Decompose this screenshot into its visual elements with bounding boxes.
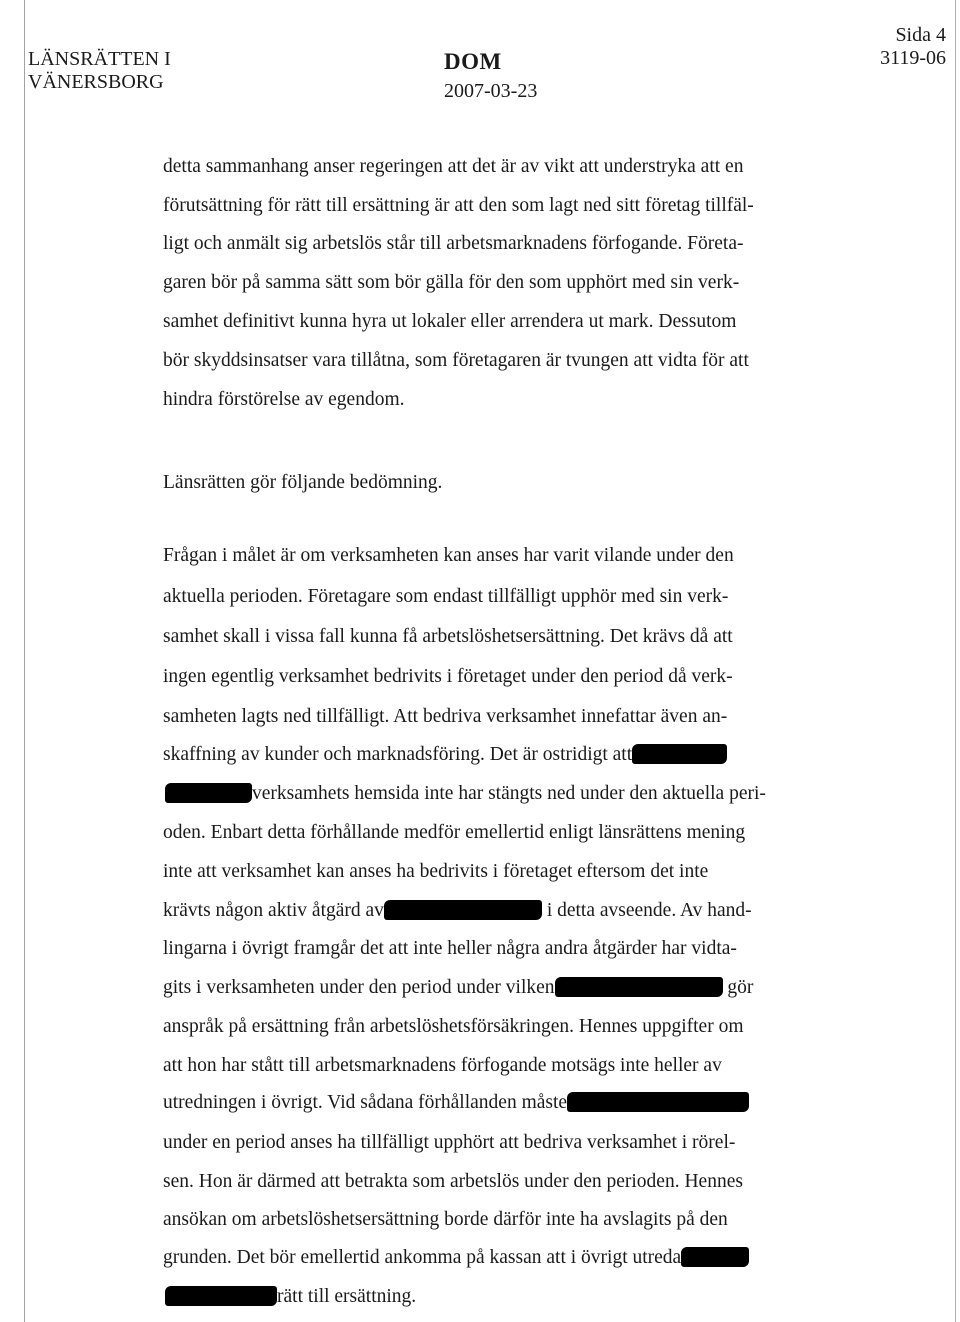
redaction-bar [681, 1247, 749, 1267]
body-line: bör skyddsinsatser vara tillåtna, som företagaren är tvungen att vidta för att [163, 350, 749, 371]
body-line-text: i detta avseende. Av hand- [541, 900, 752, 921]
body-line-text: krävts någon aktiv åtgärd av [163, 900, 384, 921]
document-type: DOM [444, 49, 502, 74]
body-line-text: utredningen i övrigt. Vid sådana förhållanden måste [163, 1092, 568, 1113]
body-line-text: grunden. Det bör emellertid ankomma på kassan att i övrigt utreda [163, 1247, 682, 1268]
page-left-edge [24, 0, 25, 1322]
assessment-heading: Länsrätten gör följande bedömning. [163, 472, 443, 493]
body-line: under en period anses ha tillfälligt upphört att bedriva verksamhet i rörel- [163, 1132, 736, 1153]
body-line: ligt och anmält sig arbetslös står till arbetsmarknadens förfogande. Företa- [163, 233, 744, 254]
body-line-text: verksamhets hemsida inte har stängts ned under den aktuella peri- [252, 783, 766, 804]
court-name-line-2: VÄNERSBORG [28, 71, 164, 93]
redaction-bar [632, 744, 727, 764]
body-line: samheten lagts ned tillfälligt. Att bedriva verksamhet innefattar även an- [163, 706, 728, 727]
body-line: aktuella perioden. Företagare som endast tillfälligt upphör med sin verk- [163, 586, 729, 607]
body-line [163, 899, 752, 923]
body-line: oden. Enbart detta förhållande medför emellertid enligt länsrättens mening [163, 822, 746, 843]
body-line-text: gör [722, 977, 754, 998]
redaction-bar [165, 783, 252, 803]
case-number: 3119-06 [880, 47, 946, 69]
body-line [163, 1246, 749, 1270]
body-line: anspråk på ersättning från arbetslöshetsförsäkringen. Hennes uppgifter om [163, 1016, 744, 1037]
body-line [163, 976, 753, 1000]
body-line-text: rätt till ersättning. [277, 1286, 417, 1307]
redaction-bar [384, 900, 542, 920]
body-line: ingen egentlig verksamhet bedrivits i företaget under den period då verk- [163, 666, 733, 687]
document-date: 2007-03-23 [444, 80, 538, 102]
body-line: sen. Hon är därmed att betrakta som arbetslös under den perioden. Hennes [163, 1171, 743, 1192]
redaction-bar [567, 1092, 749, 1112]
body-line: lingarna i övrigt framgår det att inte heller några andra åtgärder har vidta- [163, 938, 737, 959]
redaction-bar [555, 977, 723, 997]
body-line [165, 782, 766, 806]
redaction-bar [165, 1286, 277, 1306]
body-line: inte att verksamhet kan anses ha bedrivits i företaget eftersom det inte [163, 861, 709, 882]
court-name [28, 48, 171, 94]
body-line [163, 743, 727, 767]
body-line [165, 1285, 416, 1309]
body-line-text: skaffning av kunder och marknadsföring. Det är ostridigt att [163, 744, 633, 765]
body-line: detta sammanhang anser regeringen att det är av vikt att understryka att en [163, 156, 744, 177]
body-line: att hon har stått till arbetsmarknadens förfogande motsägs inte heller av [163, 1055, 722, 1076]
body-line: samhet skall i vissa fall kunna få arbetslöshetsersättning. Det krävs då att [163, 626, 733, 647]
body-line-text: gits i verksamheten under den period under vilken [163, 977, 555, 998]
body-line [163, 1091, 749, 1115]
page-number: Sida 4 [895, 24, 946, 46]
body-line: Frågan i målet är om verksamheten kan anses har varit vilande under den [163, 545, 734, 566]
body-line: hindra förstörelse av egendom. [163, 389, 405, 410]
page-info [880, 24, 946, 70]
body-line: samhet definitivt kunna hyra ut lokaler eller arrendera ut mark. Dessutom [163, 311, 737, 332]
page-right-edge [955, 0, 956, 1322]
body-line: ansökan om arbetslöshetsersättning borde därför inte ha avslagits på den [163, 1209, 728, 1230]
court-name-line-1: LÄNSRÄTTEN I [28, 48, 171, 70]
body-line: förutsättning för rätt till ersättning är att den som lagt ned sitt företag tillfäl- [163, 195, 754, 216]
body-line: garen bör på samma sätt som bör gälla för den som upphört med sin verk- [163, 272, 740, 293]
